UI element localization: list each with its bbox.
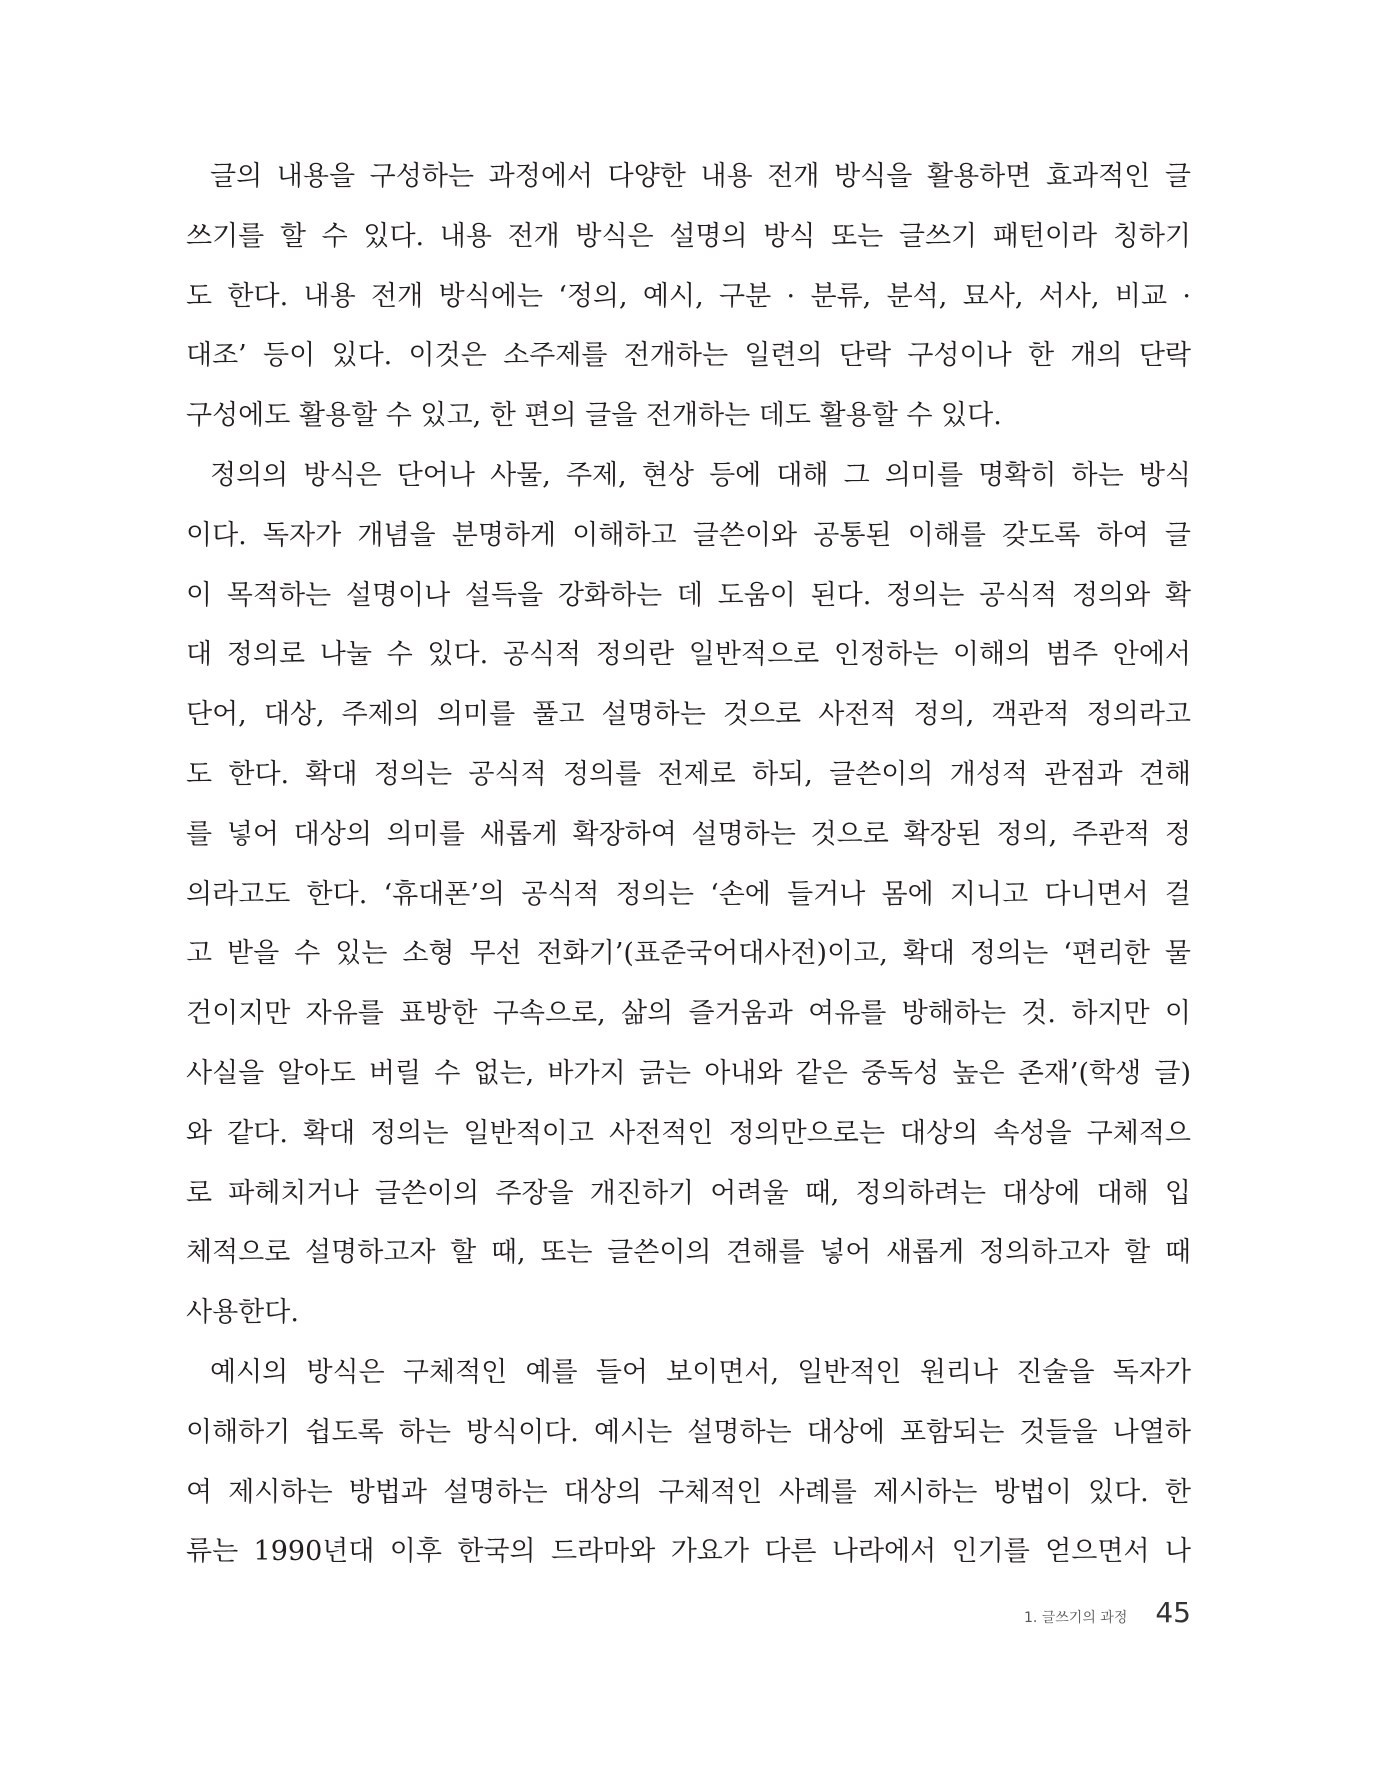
text-line: 와 같다. 확대 정의는 일반적이고 사전적인 정의만으로는 대상의 속성을 구체적으 — [186, 1117, 1191, 1149]
text-line: 체적으로 설명하고자 할 때, 또는 글쓴이의 견해를 넣어 새롭게 정의하고자 할 때 — [186, 1237, 1191, 1269]
running-head: 1. 글쓰기의 과정 — [1023, 1610, 1128, 1626]
page-number: 45 — [1155, 1596, 1191, 1629]
text-line: 대 정의로 나눌 수 있다. 공식적 정의란 일반적으로 인정하는 이해의 범주 안에서 — [186, 639, 1191, 671]
text-line: 로 파헤치거나 글쓴이의 주장을 개진하기 어려울 때, 정의하려는 대상에 대해 입 — [186, 1177, 1191, 1209]
text-line: 도 한다. 내용 전개 방식에는 ‘정의, 예시, 구분 · 분류, 분석, 묘사, 서사, 비교 · — [186, 280, 1191, 312]
text-line: 쓰기를 할 수 있다. 내용 전개 방식은 설명의 방식 또는 글쓰기 패턴이라 칭하기 — [186, 220, 1191, 252]
paragraph-intro — [186, 147, 1191, 446]
text-line: 이 목적하는 설명이나 설득을 강화하는 데 도움이 된다. 정의는 공식적 정의와 확 — [186, 579, 1191, 611]
text-line: 글의 내용을 구성하는 과정에서 다양한 내용 전개 방식을 활용하면 효과적인 글 — [210, 161, 1191, 192]
text-line: 의라고도 한다. ‘휴대폰’의 공식적 정의는 ‘손에 들거나 몸에 지니고 다니면서 걸 — [186, 878, 1191, 910]
text-line: 예시의 방식은 구체적인 예를 들어 보이면서, 일반적인 원리나 진술을 독자가 — [210, 1356, 1191, 1388]
text-line: 사용한다. — [186, 1297, 299, 1329]
text-line: 구성에도 활용할 수 있고, 한 편의 글을 전개하는 데도 활용할 수 있다. — [186, 400, 1002, 432]
text-line: 이해하기 쉽도록 하는 방식이다. 예시는 설명하는 대상에 포함되는 것들을 나열하 — [186, 1416, 1191, 1448]
paragraph-definition — [186, 446, 1191, 1343]
text-line: 정의의 방식은 단어나 사물, 주제, 현상 등에 대해 그 의미를 명확히 하는 방식 — [210, 459, 1191, 491]
paragraph-example — [186, 1343, 1191, 1582]
text-line: 이다. 독자가 개념을 분명하게 이해하고 글쓴이와 공통된 이해를 갖도록 하여 글 — [186, 519, 1191, 551]
text-line: 고 받을 수 있는 소형 무선 전화기’(표준국어대사전)이고, 확대 정의는 ‘편리한 물 — [186, 938, 1191, 970]
text-line: 를 넣어 대상의 의미를 새롭게 확장하여 설명하는 것으로 확장된 정의, 주관적 정 — [186, 818, 1191, 850]
text-line: 대조’ 등이 있다. 이것은 소주제를 전개하는 일련의 단락 구성이나 한 개의 단락 — [186, 340, 1191, 372]
text-line: 도 한다. 확대 정의는 공식적 정의를 전제로 하되, 글쓴이의 개성적 관점과 견해 — [186, 758, 1191, 790]
text-line: 류는 1990년대 이후 한국의 드라마와 가요가 다른 나라에서 인기를 얻으면서 나 — [186, 1536, 1191, 1568]
text-line: 단어, 대상, 주제의 의미를 풀고 설명하는 것으로 사전적 정의, 객관적 정의라고 — [186, 699, 1191, 731]
text-line: 여 제시하는 방법과 설명하는 대상의 구체적인 사례를 제시하는 방법이 있다. 한 — [186, 1476, 1191, 1508]
text-line: 사실을 알아도 버릴 수 없는, 바가지 긁는 아내와 같은 중독성 높은 존재’(학생 글) — [186, 1057, 1191, 1089]
page-footer — [1024, 1596, 1191, 1629]
text-line: 건이지만 자유를 표방한 구속으로, 삶의 즐거움과 여유를 방해하는 것. 하지만 이 — [186, 998, 1191, 1030]
body-text — [186, 147, 1191, 1582]
